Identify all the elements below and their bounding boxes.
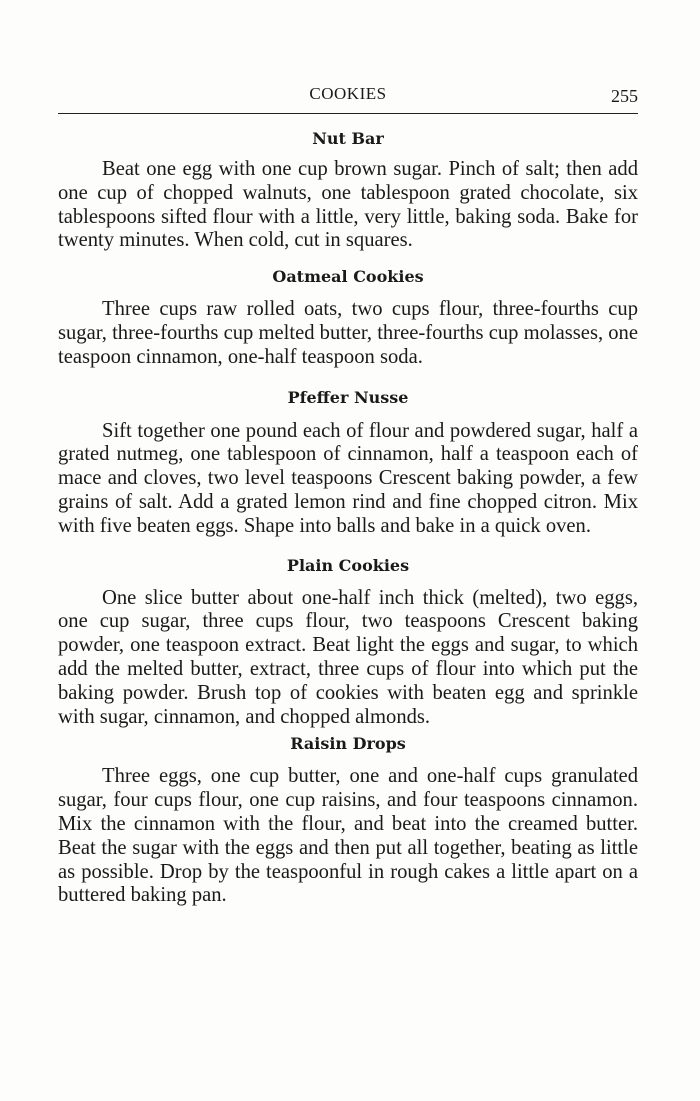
header-rule [58,113,638,114]
recipe-body: Beat one egg with one cup brown sugar. Pinch of salt; then add one cup of chopped walnuts, one tablespoon grated chocolate, six tablespoons sifted flour with a little, very little, baking soda. Bake for twenty minutes. When cold, cut in squares. [58,158,638,252]
recipe-title: Oatmeal Cookies [272,267,424,287]
book-page [58,84,638,908]
recipe-title: Raisin Drops [290,734,406,754]
recipe-body: Sift together one pound each of flour and powdered sugar, half a grated nutmeg, one tablespoon of cinnamon, half a teaspoon each of mace and cloves, two level teaspoons Crescent baking powder, a few grains of salt. Add a grated lemon rind and fine chopped citron. Mix with five beaten eggs. Shape into balls and bake in a quick oven. [58,419,638,537]
recipe-title: Nut Bar [312,129,384,148]
recipe-body: One slice butter about one-half inch thick (melted), two eggs, one cup sugar, three cups flour, two teaspoons Crescent baking powder, one teaspoon extract. Beat light the eggs and sugar, to which add the melted butter, extract, three cups of flour into which put the baking powder. Brush top of cookies with beaten egg and sprinkle with sugar, cinnamon, and chopped almonds. [58,586,638,728]
recipe-title: Plain Cookies [286,555,410,575]
running-head [58,84,638,110]
running-title: COOKIES [309,84,387,103]
recipe-body: Three eggs, one cup butter, one and one-half cups granulated sugar, four cups flour, one cup raisins, and four teaspoons cinnamon. Mix the cinnamon with the flour, and beat into the creamed butter. Beat the sugar with the eggs and then put all together, beating as little as possible. Drop by the teaspoonful in rough cakes a little apart on a buttered baking pan. [58,765,638,907]
recipe-body: Three cups raw rolled oats, two cups flour, three-fourths cup sugar, three-fourths cup melted butter, three-fourths cup molasses, one teaspoon cinnamon, one-half teaspoon soda. [58,298,638,368]
page-number: 255 [611,86,638,106]
recipe-title: Pfeffer Nusse [287,387,409,407]
